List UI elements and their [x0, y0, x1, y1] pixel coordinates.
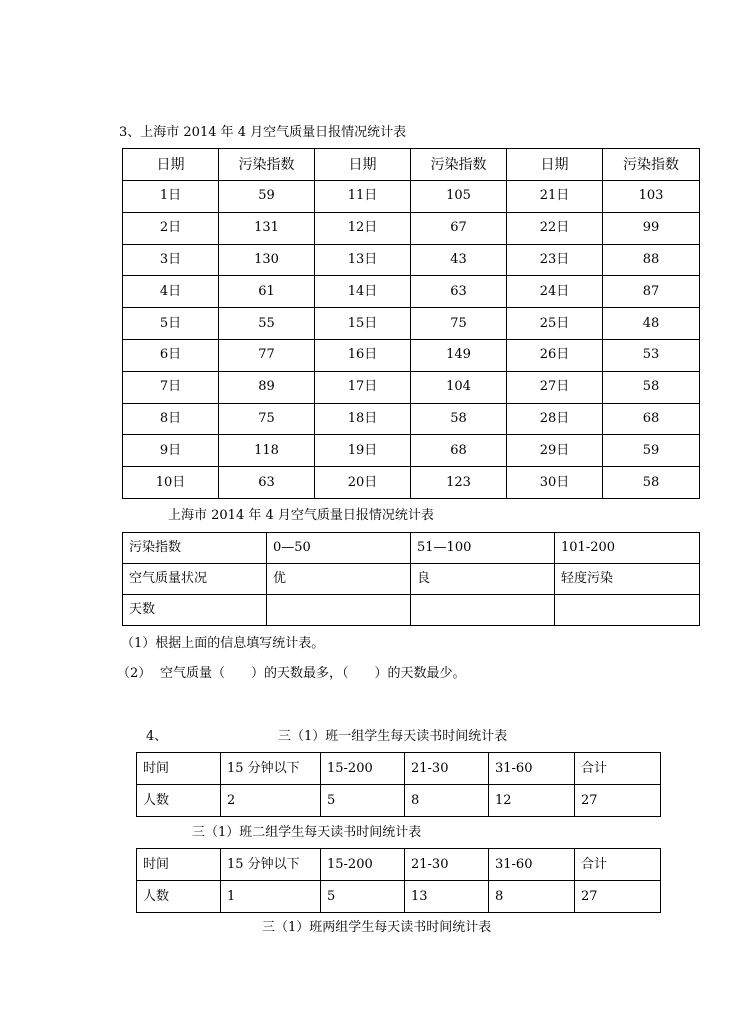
- table-cell: 59: [219, 181, 315, 213]
- table-cell: 天数: [123, 595, 267, 626]
- table-header-row: [123, 149, 700, 181]
- table-cell: 23日: [507, 244, 603, 276]
- table-cell: 99: [603, 212, 700, 244]
- question-2-text: 空气质量（ ）的天数最多，（ ）的天数最少。: [160, 666, 466, 681]
- table-row: [123, 403, 700, 435]
- table-cell: 149: [411, 339, 507, 371]
- question-2-label: （2）: [117, 666, 152, 681]
- table-cell: 15-200: [321, 753, 405, 785]
- table-cell: 87: [603, 276, 700, 308]
- table-cell: 19日: [315, 435, 411, 467]
- table-cell: 人数: [137, 785, 221, 817]
- table-header-cell: 污染指数: [219, 149, 315, 181]
- table-cell: 75: [411, 308, 507, 340]
- table-cell: 15-200: [321, 849, 405, 881]
- table-cell: 58: [603, 467, 700, 499]
- table-cell: 1: [221, 881, 321, 913]
- table-cell: 55: [219, 308, 315, 340]
- table-cell: 68: [603, 403, 700, 435]
- combined-table-title: 三（1）班两组学生每天读书时间统计表: [262, 920, 492, 935]
- table-cell: 人数: [137, 881, 221, 913]
- table-cell: 105: [411, 181, 507, 213]
- table-cell: 3日: [123, 244, 219, 276]
- table-cell: 27: [575, 785, 661, 817]
- table-cell: 43: [411, 244, 507, 276]
- table-cell: 优: [267, 564, 411, 595]
- table-row: [123, 212, 700, 244]
- table-cell: 118: [219, 435, 315, 467]
- table-cell: 8: [405, 785, 489, 817]
- table-row: [123, 435, 700, 467]
- table-row: [123, 533, 700, 564]
- table-cell: 131: [219, 212, 315, 244]
- table-cell: 21-30: [405, 753, 489, 785]
- section3-title: 3、上海市 2014 年 4 月空气质量日报情况统计表: [119, 125, 407, 140]
- question-1: （1）根据上面的信息填写统计表。: [121, 636, 325, 651]
- table-cell: 4日: [123, 276, 219, 308]
- table-cell: 5: [321, 881, 405, 913]
- table-row: [137, 881, 661, 913]
- table-cell: 21日: [507, 181, 603, 213]
- table-cell: 时间: [137, 753, 221, 785]
- table-cell: 68: [411, 435, 507, 467]
- table-cell: 22日: [507, 212, 603, 244]
- table-cell: 63: [219, 467, 315, 499]
- table-row: [137, 785, 661, 817]
- table-cell: 25日: [507, 308, 603, 340]
- table-cell: [411, 595, 555, 626]
- table-cell: 13: [405, 881, 489, 913]
- table-cell: 75: [219, 403, 315, 435]
- table-cell: 104: [411, 371, 507, 403]
- table-cell: 12日: [315, 212, 411, 244]
- table-row: [123, 181, 700, 213]
- table-row: [123, 467, 700, 499]
- table-row: [123, 276, 700, 308]
- table-cell: 63: [411, 276, 507, 308]
- table-cell: 123: [411, 467, 507, 499]
- table-row: [123, 564, 700, 595]
- table-cell: [555, 595, 700, 626]
- table-cell: 88: [603, 244, 700, 276]
- table-header-cell: 污染指数: [603, 149, 700, 181]
- table-cell: 时间: [137, 849, 221, 881]
- table-cell: 48: [603, 308, 700, 340]
- table-cell: 6日: [123, 339, 219, 371]
- table-row: [123, 339, 700, 371]
- table-cell: 31-60: [489, 753, 575, 785]
- table-cell: 轻度污染: [555, 564, 700, 595]
- table-row: [123, 244, 700, 276]
- group1-reading-time-table: [136, 752, 661, 817]
- table-cell: 2: [221, 785, 321, 817]
- group2-reading-time-table: [136, 848, 661, 913]
- table-cell: 7日: [123, 371, 219, 403]
- table-cell: 30日: [507, 467, 603, 499]
- table-cell: 11日: [315, 181, 411, 213]
- table-cell: [267, 595, 411, 626]
- table-cell: 5: [321, 785, 405, 817]
- table-cell: 5日: [123, 308, 219, 340]
- table-header-cell: 日期: [507, 149, 603, 181]
- table-cell: 89: [219, 371, 315, 403]
- group2-table-title: 三（1）班二组学生每天读书时间统计表: [192, 825, 422, 840]
- table-cell: 24日: [507, 276, 603, 308]
- table-cell: 17日: [315, 371, 411, 403]
- table-cell: 27: [575, 881, 661, 913]
- table-cell: 12: [489, 785, 575, 817]
- summary-table-title: 上海市 2014 年 4 月空气质量日报情况统计表: [168, 508, 434, 523]
- table-cell: 21-30: [405, 849, 489, 881]
- table-row: [137, 849, 661, 881]
- table-cell: 0—50: [267, 533, 411, 564]
- table-cell: 77: [219, 339, 315, 371]
- table-header-cell: 日期: [315, 149, 411, 181]
- air-quality-summary-table: [122, 532, 700, 626]
- table-cell: 130: [219, 244, 315, 276]
- group1-table-title: 三（1）班一组学生每天读书时间统计表: [278, 729, 508, 744]
- table-cell: 58: [603, 371, 700, 403]
- table-cell: 20日: [315, 467, 411, 499]
- table-cell: 67: [411, 212, 507, 244]
- table-cell: 15 分钟以下: [221, 849, 321, 881]
- table-cell: 8日: [123, 403, 219, 435]
- air-quality-daily-table: [122, 148, 700, 499]
- table-cell: 16日: [315, 339, 411, 371]
- table-cell: 合计: [575, 849, 661, 881]
- table-row: [123, 371, 700, 403]
- table-cell: 空气质量状况: [123, 564, 267, 595]
- table-cell: 27日: [507, 371, 603, 403]
- table-cell: 31-60: [489, 849, 575, 881]
- table-cell: 101-200: [555, 533, 700, 564]
- table-cell: 28日: [507, 403, 603, 435]
- table-header-cell: 日期: [123, 149, 219, 181]
- table-row: [137, 753, 661, 785]
- table-cell: 10日: [123, 467, 219, 499]
- table-cell: 污染指数: [123, 533, 267, 564]
- table-cell: 8: [489, 881, 575, 913]
- table-cell: 9日: [123, 435, 219, 467]
- table-cell: 1日: [123, 181, 219, 213]
- table-cell: 59: [603, 435, 700, 467]
- table-row: [123, 595, 700, 626]
- table-row: [123, 308, 700, 340]
- table-cell: 良: [411, 564, 555, 595]
- table-cell: 61: [219, 276, 315, 308]
- table-header-cell: 污染指数: [411, 149, 507, 181]
- table-cell: 15 分钟以下: [221, 753, 321, 785]
- table-cell: 53: [603, 339, 700, 371]
- table-cell: 103: [603, 181, 700, 213]
- table-cell: 14日: [315, 276, 411, 308]
- table-cell: 合计: [575, 753, 661, 785]
- table-cell: 18日: [315, 403, 411, 435]
- section4-number: 4、: [146, 729, 168, 744]
- table-cell: 58: [411, 403, 507, 435]
- table-cell: 15日: [315, 308, 411, 340]
- table-cell: 2日: [123, 212, 219, 244]
- table-cell: 29日: [507, 435, 603, 467]
- table-cell: 51—100: [411, 533, 555, 564]
- table-cell: 26日: [507, 339, 603, 371]
- table-cell: 13日: [315, 244, 411, 276]
